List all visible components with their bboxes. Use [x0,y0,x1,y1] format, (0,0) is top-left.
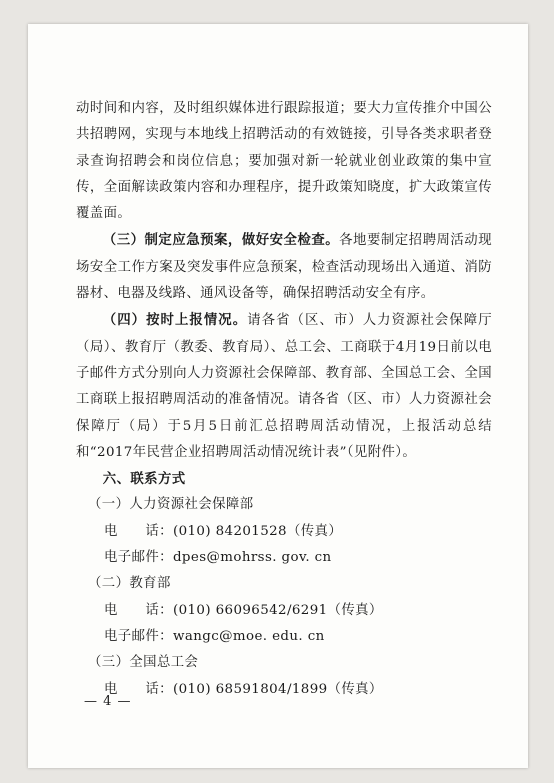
page-number: — 4 — [84,694,132,709]
paragraph-1-text: 动时间和内容，及时组织媒体进行跟踪报道；要大力宣传推介中国公共招聘网，实现与本地线上招聘活动的有效链接，引导各类求职者登录查询招聘会和岗位信息；要加强对新一轮就业创业政策的集中宣传，全面解读政策内容和办理程序，提升政策知晓度，扩大政策宣传覆盖面。 [76,101,492,222]
contact-3-phone [76,677,492,703]
contact-3-phone-label: 电 话： [104,681,173,697]
contact-1-phone [76,519,492,545]
paragraph-2-lead: （三）制定应急预案，做好安全检查。 [102,232,340,249]
paragraph-3-lead: （四）按时上报情况。 [102,312,248,329]
paragraph-2 [76,227,492,307]
contact-1-head: （一）人力资源社会保障部 [88,497,254,513]
contact-2-email-label: 电子邮件： [104,628,173,644]
contact-2-phone-value: (010) 66096542/6291（传真） [172,602,383,618]
paragraph-1 [76,96,492,227]
contact-1-phone-label: 电 话： [104,523,173,539]
contact-3-phone-value: (010) 68591804/1899（传真） [172,681,383,697]
paragraph-3 [76,307,492,466]
contact-2-email [76,624,492,650]
paragraph-2-text: 各地要制定招聘周活动现场安全工作方案及突发事件应急预案，检查活动现场出入通道、消防器材、电器及线路、通风设备等，确保招聘活动安全有序。 [76,233,492,302]
contact-2-phone [76,598,492,624]
document-page [28,24,528,768]
document-body [76,96,492,703]
contact-1-email [76,545,492,571]
contact-2-email-value: wangc@moe. edu. cn [172,628,325,644]
contact-1-phone-value: (010) 84201528（传真） [172,523,343,539]
contact-1-email-label: 电子邮件： [104,550,173,566]
contact-1-email-value: dpes@mohrss. gov. cn [172,550,332,566]
paragraph-3-text: 请各省（区、市）人力资源社会保障厅（局）、教育厅（教委、教育局）、总工会、工商联于4月19日前以电子邮件方式分别向人力资源社会保障部、教育部、全国总工会、全国工商联上报招聘周活动的准备情况。请各省（区、市）人力资源社会保障厅（局）于5月5日前汇总招聘周活动情况，上报活动总结和“2017年民营企业招聘周活动情况统计表”（见附件）。 [76,313,492,460]
contact-2-phone-label: 电 话： [104,602,173,618]
contact-3-head: （三）全国总工会 [88,655,199,671]
section-heading: 六、联系方式 [102,471,186,488]
contact-2-head: （二）教育部 [88,576,171,592]
